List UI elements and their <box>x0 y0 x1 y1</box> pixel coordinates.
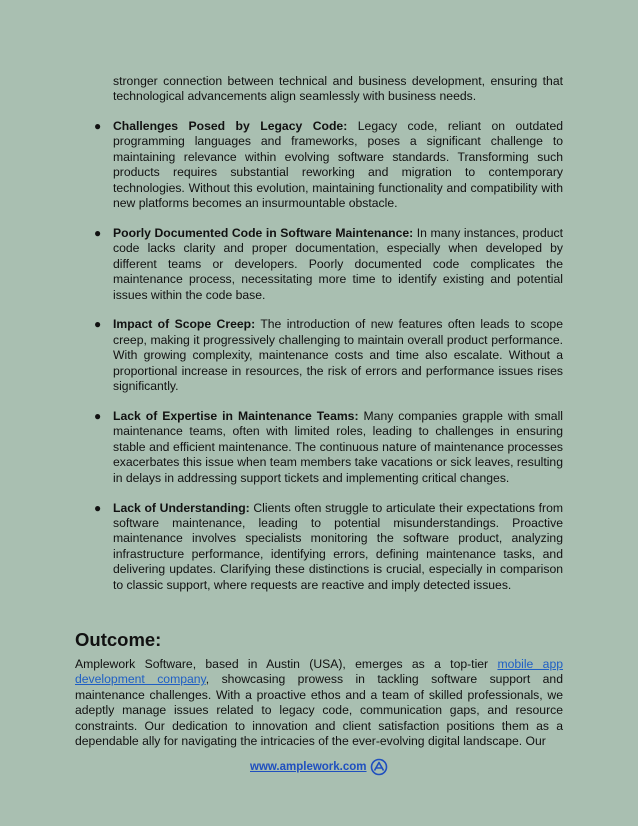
outcome-text-end: , showcasing prowess in tackling software support and maintenance challenges. With a proactive ethos and a team of skilled professionals, we adeptly manage issues related to legacy code, communication gaps, and resource constraints. Our dedication to innovation and client satisfaction positions them as a dependable ally for navigating the intricacies of the ever-evolving digital landscape. Our <box>75 672 563 749</box>
amplework-logo-icon <box>370 758 388 776</box>
bullet-icon: ● <box>94 500 102 515</box>
list-item <box>94 500 564 593</box>
bullet-icon: ● <box>94 409 102 423</box>
bullet-icon: ● <box>94 317 102 332</box>
bullet-title: Impact of Scope Creep: <box>113 317 256 332</box>
page-footer <box>250 758 388 776</box>
outcome-paragraph <box>75 657 563 749</box>
bullet-icon: ● <box>94 119 102 133</box>
outcome-heading: Outcome: <box>75 629 162 650</box>
website-link[interactable]: www.amplework.com <box>250 761 367 773</box>
list-item <box>94 409 563 486</box>
challenges-list <box>94 119 564 607</box>
bullet-text: Many companies grapple with small maintenance teams, often with limited roles, leading to challenges in ensuring stable and efficient maintenance. The continuous nature of maintenance processes exacerbates this issue when team members take vacations or sick leaves, resulting in delays in addressing support tickets and implementing critical changes. <box>113 409 563 485</box>
list-item <box>94 119 563 211</box>
bullet-title: Poorly Documented Code in Software Maintenance: <box>113 225 414 240</box>
list-item <box>94 317 563 394</box>
outcome-text-start: Amplework Software, based in Austin (USA), emerges as a top-tier <box>75 657 498 671</box>
bullet-title: Challenges Posed by Legacy Code: <box>113 119 348 133</box>
list-item <box>94 225 563 303</box>
bullet-text: In many instances, product code lacks clarity and proper documentation, especially when developed by different teams or developers. Poorly documented code complicates the maintenance process, necessitating more time to identify existing and potential issues within the code base. <box>113 225 563 302</box>
bullet-text: Legacy code, reliant on outdated programming languages and frameworks, poses a significant challenge to maintaining relevance within evolving software standards. Transforming such products requires substantial reworking and migration to contemporary technologies. Without this evolution, maintaining functionality and compatibility with new platforms becomes an insurmountable obstacle. <box>113 119 563 211</box>
intro-paragraph: stronger connection between technical and business development, ensuring that technological advancements align seamlessly with business needs. <box>113 74 563 104</box>
bullet-title: Lack of Understanding: <box>113 500 250 515</box>
mobile-app-development-link[interactable]: mobile app development company <box>75 657 563 687</box>
bullet-text: Clients often struggle to articulate their expectations from software maintenance, leading to potential misunderstandings. Proactive maintenance involves specialists monitoring the software product, analyzing infrastructure performance, identifying errors, defining maintenance tasks, and delivering updates. Clarifying these distinctions is crucial, especially in comparison to classic support, where requests are reactive and imply detected issues. <box>113 500 564 592</box>
bullet-text: The introduction of new features often leads to scope creep, making it progressively challenging to maintain overall product performance. With growing complexity, maintenance costs and time also escalate. Without a proportional increase in resources, the risk of errors and performance issues rises significantly. <box>113 317 563 394</box>
bullet-title: Lack of Expertise in Maintenance Teams: <box>113 409 359 423</box>
bullet-icon: ● <box>94 225 102 240</box>
